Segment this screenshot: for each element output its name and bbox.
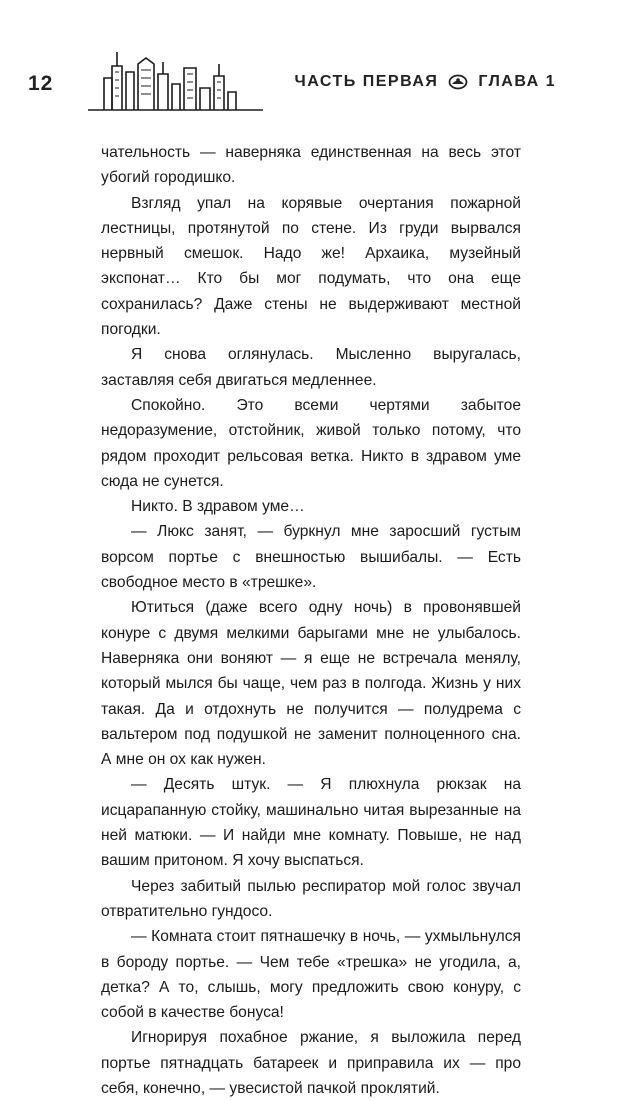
paragraph: Через забитый пылью респиратор мой голос звучал отвратительно гундосо. [101, 877, 521, 920]
paragraph: Спокойно. Это всеми чертями забытое недоразумение, отстойник, живой только потому, что рядом проходит рельсовая ветка. Никто в здравом уме сюда не сунется. [101, 396, 521, 490]
paragraph: Игнорируя похабное ржание, я выложила перед портье пятнадцать батареек и приправила их — про себя, конечно, — увесистой пачкой проклятий. [101, 1029, 521, 1097]
paragraph: Никто. В здравом уме… [131, 498, 305, 516]
paragraph: — Люкс занят, — буркнул мне заросший густым ворсом портье с внешностью вышибалы. — Есть свободное место в «трешке». [101, 523, 521, 592]
city-skyline-icon [88, 44, 263, 114]
paragraph: Ютиться (даже всего одну ночь) в провонявшей конуре с двумя мелкими барыгами мне не улыбалось. Наверняка они воняют — я еще не встречала менялу, который мылся бы чаще, чем раз в полгода. Жизнь у них такая. Да и отдохнуть не получится — полудрема с вальтером под подушкой не заменит полноценного сна. А мне он ох как нужен. [101, 599, 521, 769]
emblem-icon [448, 74, 468, 90]
paragraph: чательность — наверняка единственная на весь этот убогий городишко. [101, 144, 521, 187]
page-number: 12 [28, 72, 54, 95]
paragraph: Взгляд упал на корявые очертания пожарной лестницы, протянутой по стене. Из груди вырвался нервный смешок. Надо же! Архаика, музейный экспонат… Кто бы мог подумать, что она еще сохранилась? Даже стены не выдерживают местной погодки. [101, 194, 521, 339]
paragraph: Я снова оглянулась. Мысленно выругалась, заставляя себя двигаться медленнее. [101, 346, 521, 389]
part-title: ЧАСТЬ ПЕРВАЯ [294, 73, 439, 90]
chapter-title: ГЛАВА 1 [478, 73, 556, 90]
running-head [294, 73, 556, 91]
body-text [101, 140, 521, 1101]
paragraph: — Десять штук. — Я плюхнула рюкзак на исцарапанную стойку, машинально читая вырезанные на ней матюки. — И найди мне комнату. Повыше, не над вашим притоном. Я хочу выспаться. [101, 776, 521, 870]
paragraph: — Комната стоит пятнашечку в ночь, — ухмыльнулся в бороду портье. — Чем тебе «трешка» не угодила, а, детка? А то, слышь, могу предложить свою конуру, с собой в качестве бонуса! [101, 928, 521, 1022]
